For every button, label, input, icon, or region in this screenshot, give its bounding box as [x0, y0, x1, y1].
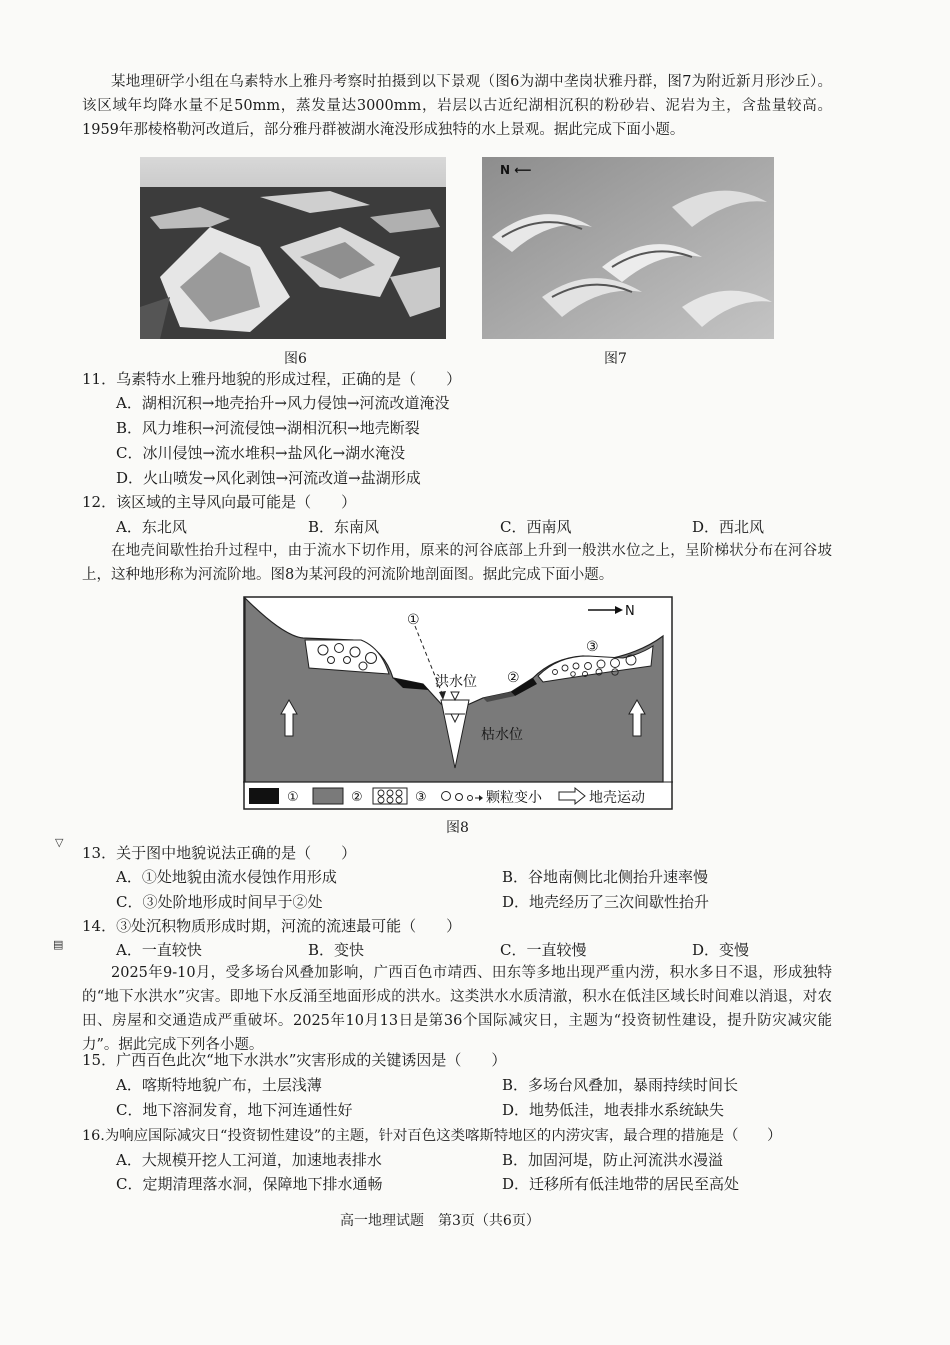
q16-option-d[interactable]: D．迁移所有低洼地带的居民至高处 — [502, 1175, 740, 1193]
intro-paragraph-1: 某地理研学小组在乌素特水上雅丹考察时拍摄到以下景观（图6为湖中垄岗状雅丹群，图7为附近新月形沙丘）。该区域年均降水量不足50mm，蒸发量达3000mm，岩层以古近纪湖相沉积的粉砂岩、泥岩为主，含盐量较高。1959年那棱格勒河改道后，部分雅丹群被湖水淹没形成独特的水上景观。据此完成下面小题。 — [82, 74, 832, 138]
q11-option-c[interactable]: C．冰川侵蚀→流水堆积→盐风化→湖水淹没 — [116, 444, 406, 462]
q13-option-a[interactable]: A．①处地貌由流水侵蚀作用形成 — [116, 868, 337, 886]
q13-option-b[interactable]: B．谷地南侧比北侧抬升速率慢 — [502, 868, 709, 886]
q12-option-c[interactable]: C．西南风 — [500, 518, 572, 536]
figure-7-caption: 图7 — [604, 351, 627, 367]
q13-option-d[interactable]: D．地壳经历了三次间歇性抬升 — [502, 893, 710, 911]
q14-option-a[interactable]: A．一直较快 — [116, 941, 202, 959]
q14-option-b[interactable]: B．变快 — [308, 941, 365, 959]
q12-option-d[interactable]: D．西北风 — [692, 518, 765, 536]
fig8-flood-level: 洪水位 — [435, 674, 477, 690]
figure-7-photo — [482, 157, 774, 339]
question-14-stem: 14．③处沉积物质形成时期，河流的流速最可能（ ） — [82, 917, 462, 935]
intro-paragraph-2: 在地壳间歇性抬升过程中，由于流水下切作用，原来的河谷底部上升到一般洪水位之上，呈阶梯状分布在河谷坡上，这种地形称为河流阶地。图8为某河段的河流阶地剖面图。据此完成下面小题。 — [82, 543, 832, 583]
q11-option-d[interactable]: D．火山喷发→风化剥蚀→河流改道→盐湖形成 — [116, 469, 421, 487]
q14-option-c[interactable]: C．一直较慢 — [500, 941, 587, 959]
question-11-stem: 11．乌素特水上雅丹地貌的形成过程，正确的是（ ） — [82, 370, 462, 388]
q13-option-c[interactable]: C．③处阶地形成时间早于②处 — [116, 893, 323, 911]
q15-option-d[interactable]: D．地势低洼，地表排水系统缺失 — [502, 1101, 725, 1119]
q12-option-b[interactable]: B．东南风 — [308, 518, 380, 536]
q11-option-a[interactable]: A．湖相沉积→地壳抬升→风力侵蚀→河流改道淹没 — [116, 394, 450, 412]
q16-option-c[interactable]: C．定期清理落水洞，保障地下排水通畅 — [116, 1175, 383, 1193]
margin-mark-top: ▽ — [55, 836, 64, 849]
fig8-legend-grain: 颗粒变小 — [486, 790, 542, 806]
figure-6-caption: 图6 — [284, 351, 307, 367]
fig8-legend-2: ② — [351, 790, 363, 805]
fig8-label-2: ② — [507, 670, 520, 686]
q16-option-a[interactable]: A．大规模开挖人工河道，加速地表排水 — [116, 1151, 382, 1169]
page-footer: 高一地理试题 第3页（共6页） — [340, 1213, 540, 1229]
intro-paragraph-3: 2025年9-10月，受多场台风叠加影响，广西百色市靖西、田东等多地出现严重内涝，积水多日不退，形成独特的“地下水洪水”灾害。即地下水反涌至地面形成的洪水。这类洪水水质清澈，积水在低洼区域长时间难以消退，对农田、房屋和交通造成严重破坏。2025年10月13日是第36个国际减灾日，主题为“投资韧性建设，提升防灾减灾能力”。据此完成下列各小题。 — [82, 965, 832, 1053]
fig8-north: N — [625, 604, 635, 619]
figure-6-photo — [140, 157, 446, 339]
question-13-stem: 13．关于图中地貌说法正确的是（ ） — [82, 844, 357, 862]
fig8-label-1: ① — [407, 612, 420, 628]
q12-option-a[interactable]: A．东北风 — [116, 518, 187, 536]
q15-option-a[interactable]: A．喀斯特地貌广布，土层浅薄 — [116, 1076, 322, 1094]
q15-option-c[interactable]: C．地下溶洞发育，地下河连通性好 — [116, 1101, 353, 1119]
north-arrow: N ⟵ — [500, 163, 532, 177]
q14-option-d[interactable]: D．变慢 — [692, 941, 750, 959]
fig8-label-3: ③ — [586, 639, 599, 655]
figure-8-caption: 图8 — [446, 820, 469, 836]
fig8-legend-crust: 地壳运动 — [589, 790, 645, 806]
q16-option-b[interactable]: B．加固河堤，防止河流洪水漫溢 — [502, 1151, 724, 1169]
fig8-legend-1: ① — [287, 790, 299, 805]
q11-option-b[interactable]: B．风力堆积→河流侵蚀→湖相沉积→地壳断裂 — [116, 419, 420, 437]
margin-mark-side: ▤ — [53, 938, 64, 951]
question-12-stem: 12．该区域的主导风向最可能是（ ） — [82, 493, 357, 511]
question-15-stem: 15．广西百色此次“地下水洪水”灾害形成的关键诱因是（ ） — [82, 1051, 507, 1069]
fig8-dry-level: 枯水位 — [481, 727, 523, 743]
fig8-legend-3: ③ — [415, 790, 427, 805]
figure-8-diagram — [243, 596, 673, 810]
q15-option-b[interactable]: B．多场台风叠加，暴雨持续时间长 — [502, 1076, 739, 1094]
question-16-stem: 16.为响应国际减灾日“投资韧性建设”的主题，针对百色这类喀斯特地区的内涝灾害，最合理的措施是（ ） — [82, 1128, 782, 1144]
